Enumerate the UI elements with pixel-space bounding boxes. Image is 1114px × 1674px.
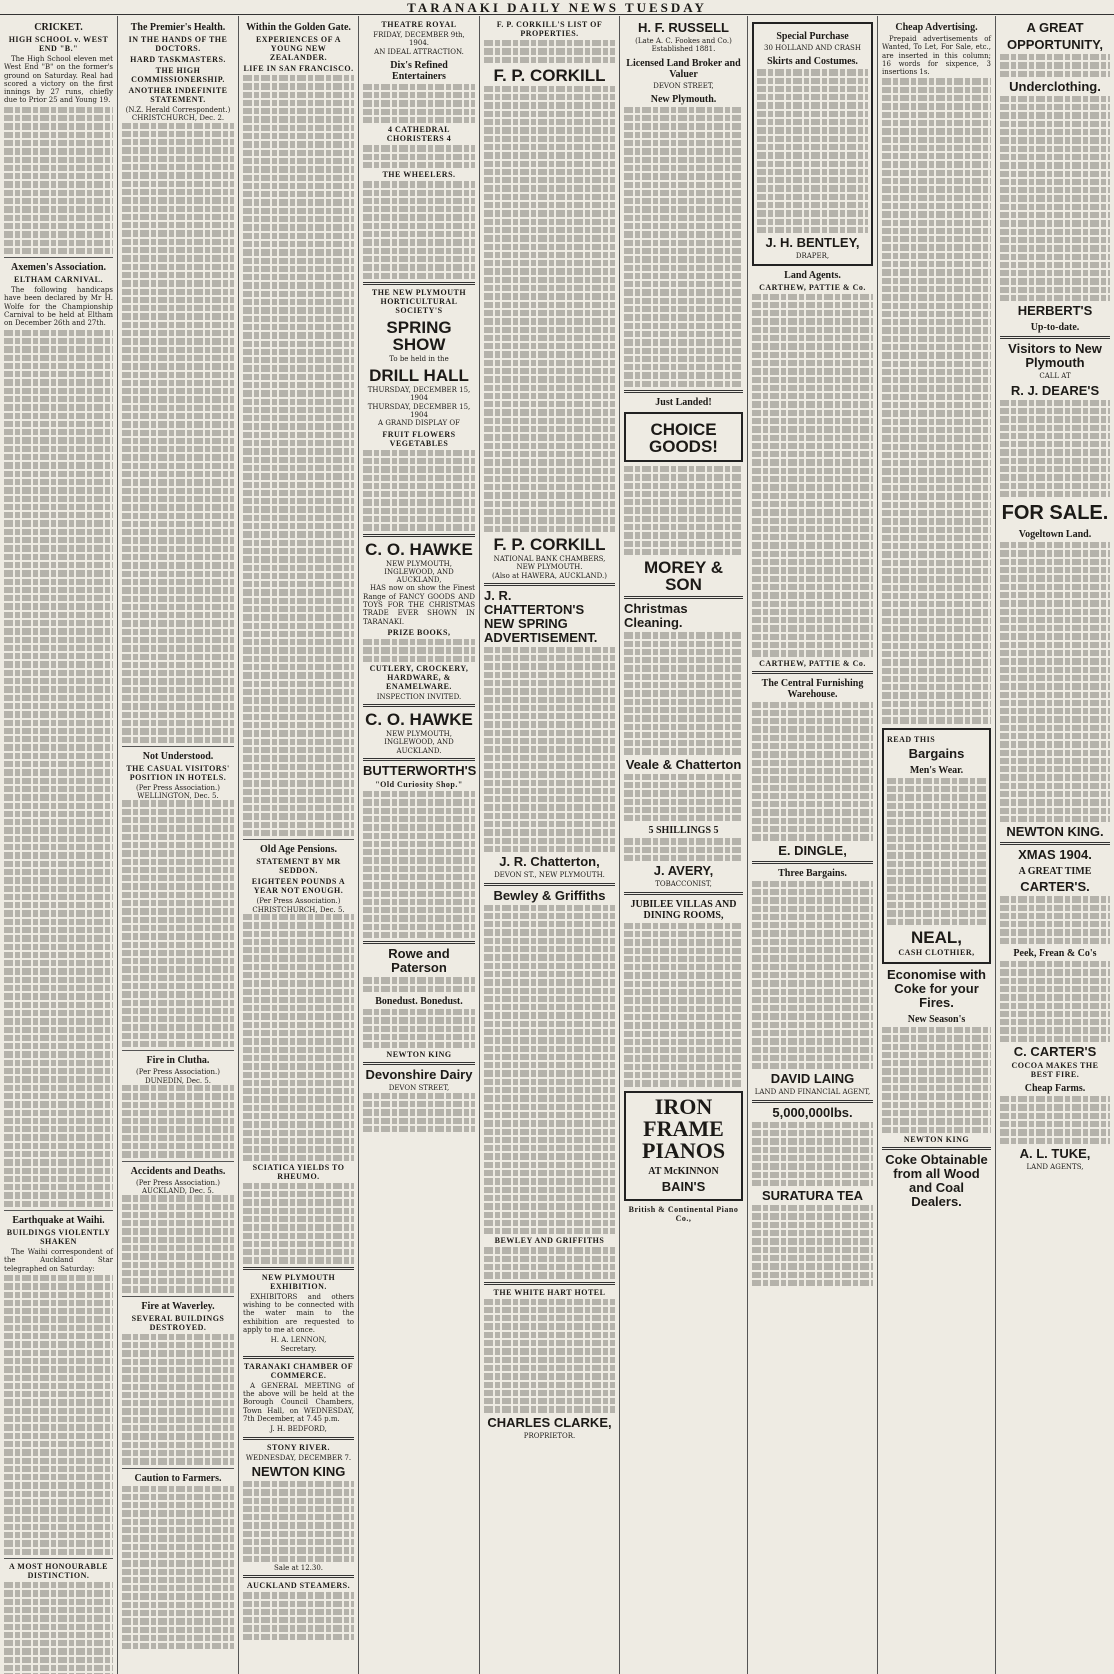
text-block <box>122 123 234 743</box>
show-date: THURSDAY, DECEMBER 15, 1904 <box>367 402 471 420</box>
text-block <box>122 800 234 1047</box>
text-block <box>624 774 743 822</box>
earthquake-heading: Earthquake at Waihi. <box>12 1215 105 1227</box>
corkill-address: NATIONAL BANK CHAMBERS, NEW PLYMOUTH. <box>493 554 606 572</box>
wheelers-line: THE WHEELERS. <box>382 170 456 180</box>
credit-line: (Per Press Association.) <box>256 897 341 906</box>
white-hart-heading: THE WHITE HART HOTEL <box>493 1287 606 1297</box>
jubilee-heading: JUBILEE VILLAS AND DINING ROOMS, <box>630 898 737 921</box>
text-block <box>122 1085 234 1158</box>
visitors-heading: Visitors to New Plymouth <box>1008 341 1102 371</box>
text-block <box>484 1299 615 1413</box>
herberts-heading: HERBERT'S <box>1017 303 1093 319</box>
choristers-line: 4 CATHEDRAL CHORISTERS 4 <box>386 125 452 144</box>
bewley-heading: Bewley & Griffiths <box>493 887 606 903</box>
text-block <box>4 1275 113 1555</box>
cutlery-line: CUTLERY, CROCKERY, HARDWARE, & ENAMELWARE. <box>369 663 469 691</box>
morey-heading: MOREY & SON <box>643 558 724 595</box>
credit-line: (Per Press Association.) <box>136 1178 220 1187</box>
text-block <box>4 330 113 1207</box>
bonedust-heading: Bonedust. Bonedust. <box>375 995 463 1007</box>
avery-trade: TOBACCONIST, <box>655 880 712 889</box>
text-block <box>752 881 873 1070</box>
cocoa-line: COCOA MAKES THE BEST FIRE. <box>1011 1061 1099 1080</box>
earthquake-text: The Waihi correspondent of the Auckland Star telegraphed on Saturday: <box>4 1248 113 1273</box>
carters-heading: CARTER'S. <box>1020 879 1090 895</box>
hawke-text: HAS now on show the Finest Range of FANCY GOODS AND TOYS FOR THE CHRISTMAS TRADE EVER SHOWN IN TARANAKI. <box>363 584 475 626</box>
text-block <box>363 1009 475 1048</box>
text-block <box>122 1486 234 1650</box>
up-to-date: Up-to-date. <box>1030 322 1080 334</box>
tuke-heading: A. L. TUKE, <box>1019 1145 1091 1161</box>
chamber-heading: TARANAKI CHAMBER OF COMMERCE. <box>243 1361 354 1380</box>
spring-show-title: SPRING SHOW <box>386 317 452 354</box>
text-block <box>243 75 354 836</box>
column-2 <box>118 16 239 1674</box>
prize-books: PRIZE BOOKS, <box>387 627 451 637</box>
text-block <box>882 1027 991 1133</box>
text-block <box>752 1122 873 1186</box>
text-block <box>243 1183 354 1264</box>
deare-heading: R. J. DEARE'S <box>1010 382 1100 398</box>
stony-river-heading: STONY RIVER. <box>267 1442 330 1452</box>
text-block <box>624 466 743 555</box>
golden-gate-subheading: LIFE IN SAN FRANCISCO. <box>243 64 354 73</box>
exhibition-text: EXHIBITORS and others wishing to be connected with the water main to the exhibition are requested to apply to me at once. <box>243 1292 354 1334</box>
christmas-cleaning: Christmas Cleaning. <box>624 601 688 631</box>
cricket-text: The High School eleven met West End "B" on the former's ground on Saturday. Real had scored a victory on the first innings by 27 runs, chiefly due to Prior 25 and Young 19. <box>4 55 113 105</box>
dateline: AUCKLAND, Dec. 5. <box>142 1186 214 1195</box>
text-block <box>1000 542 1110 822</box>
licensed-broker: Licensed Land Broker and Valuer <box>626 57 741 80</box>
vogeltown-heading: Vogeltown Land. <box>1018 529 1092 541</box>
show-display: A GRAND DISPLAY OF <box>378 419 460 428</box>
column-3 <box>239 16 359 1674</box>
fire-clutha-heading: Fire in Clutha. <box>146 1055 210 1067</box>
column-1 <box>0 16 118 1674</box>
fire-waverley-heading: Fire at Waverley. <box>141 1300 215 1312</box>
text-block <box>887 778 986 925</box>
special-purchase: Special Purchase <box>776 31 849 42</box>
land-agents-heading: Land Agents. <box>784 269 841 281</box>
hawke-heading-2: C. O. HAWKE <box>365 710 473 730</box>
chamber-text: A GENERAL MEETING of the above will be held at the Borough Council Chambers, Town Hall, on WEDNESDAY, 7th December, at 7.45 p.m. <box>243 1381 354 1424</box>
xmas-heading: XMAS 1904. <box>1018 847 1092 863</box>
avery-heading: J. AVERY, <box>653 863 714 879</box>
theatre-attraction: AN IDEAL ATTRACTION. <box>374 47 464 56</box>
laing-sub: LAND AND FINANCIAL AGENT, <box>754 1088 871 1097</box>
premier-subheading: THE HIGH COMMISSIONERSHIP. <box>131 66 225 84</box>
neal-heading: NEAL, <box>911 927 962 947</box>
central-furnishing: The Central Furnishing Warehouse. <box>761 677 864 700</box>
text-block <box>624 107 743 387</box>
corkill-heading-2: F. P. CORKILL <box>493 534 606 554</box>
text-block <box>757 69 868 233</box>
chatterton-heading: J. R. CHATTERTON'S NEW SPRING ADVERTISEMENT. <box>484 587 598 645</box>
read-this: READ THIS <box>887 734 936 744</box>
fire-waverley-subheading: SEVERAL BUILDINGS DESTROYED. <box>131 1313 225 1332</box>
russell-heading: H. F. RUSSELL <box>637 20 729 35</box>
bains-heading: BAIN'S <box>661 1178 706 1194</box>
text-block <box>484 905 615 1235</box>
russell-sub: (Late A. C. Fookes and Co.) <box>635 37 732 45</box>
carthew-heading: CARTHEW, PATTIE & Co. <box>759 282 866 292</box>
column-6 <box>620 16 748 1674</box>
text-block <box>243 1481 354 1562</box>
bentley-heading: J. H. BENTLEY, <box>765 235 860 251</box>
british-continental: British & Continental Piano Co., <box>628 1204 739 1223</box>
column-7 <box>748 16 878 1674</box>
russell-street: DEVON STREET, <box>653 81 714 90</box>
suratura-tea: SURATURA TEA <box>761 1188 864 1204</box>
corkill-branch: (Also at HAWERA, AUCKLAND.) <box>492 571 607 580</box>
text-block <box>624 923 743 1087</box>
mens-wear-heading: Men's Wear. <box>909 764 964 776</box>
just-landed: Just Landed! <box>655 396 712 408</box>
russell-town: New Plymouth. <box>650 93 717 105</box>
old-age-heading: Old Age Pensions. <box>260 844 337 856</box>
text-block <box>1000 1096 1110 1144</box>
exhibition-heading: NEW PLYMOUTH EXHIBITION. <box>261 1272 336 1291</box>
text-block <box>363 639 475 662</box>
proprietor-title: PROPRIETOR. <box>523 1431 576 1440</box>
premier-subheading: ANOTHER INDEFINITE STATEMENT. <box>128 86 228 104</box>
column-4 <box>359 16 480 1674</box>
devonshire-place: DEVON STREET, <box>388 1084 450 1093</box>
drill-hall-title: DRILL HALL <box>369 366 469 386</box>
corkill-heading: F. P. CORKILL <box>493 65 606 85</box>
chatterton-address: DEVON ST., NEW PLYMOUTH. <box>494 871 605 880</box>
text-block <box>1000 54 1110 77</box>
show-venue-prefix: To be held in the <box>389 354 449 363</box>
show-society: THE NEW PLYMOUTH HORTICULTURAL SOCIETY'S <box>371 287 467 315</box>
column-9 <box>996 16 1114 1674</box>
not-understood-subheading: THE CASUAL VISITORS' POSITION IN HOTELS. <box>126 763 230 782</box>
masthead: TARANAKI DAILY NEWS TUESDAY <box>0 0 1114 15</box>
text-block <box>1000 400 1110 498</box>
underclothing-heading: Underclothing. <box>1009 78 1101 94</box>
text-block <box>624 632 743 754</box>
opportunity-heading: OPPORTUNITY, <box>1006 37 1104 52</box>
golden-gate-subheading: EXPERIENCES OF A YOUNG NEW ZEALANDER. <box>255 35 342 62</box>
dix-heading: Dix's Refined Entertainers <box>390 59 448 82</box>
text-block <box>363 1093 475 1132</box>
steamers-heading: AUCKLAND STEAMERS. <box>246 1581 351 1591</box>
choice-goods: CHOICE GOODS! <box>649 419 718 456</box>
not-understood-heading: Not Understood. <box>142 750 214 762</box>
newton-king-heading: NEWTON KING. <box>1006 824 1104 840</box>
inspection-invited: INSPECTION INVITED. <box>376 692 462 701</box>
cricket-heading: CRICKET. <box>34 22 83 33</box>
butterworth-heading: BUTTERWORTH'S <box>363 763 477 779</box>
show-date: THURSDAY, DECEMBER 15, 1904 <box>367 386 471 403</box>
text-block <box>122 1195 234 1293</box>
text-block <box>752 702 873 841</box>
text-block <box>624 838 743 861</box>
newton-king-line: NEWTON KING <box>903 1134 970 1144</box>
chatterton-signature: J. R. Chatterton, <box>499 854 600 870</box>
text-block <box>363 145 475 168</box>
coke-dealers: Coke Obtainable from all Wood and Coal Dealers. <box>885 1151 988 1209</box>
show-items: FRUIT FLOWERS VEGETABLES <box>382 429 456 448</box>
devonshire-heading: Devonshire Dairy <box>365 1067 473 1083</box>
premier-dateline: CHRISTCHURCH, Dec. 2. <box>131 114 225 123</box>
great-time: A GREAT TIME <box>1018 866 1092 878</box>
text-block <box>363 791 475 938</box>
rowe-heading: Rowe and Paterson <box>388 946 450 976</box>
dingle-heading: E. DINGLE, <box>778 842 847 858</box>
dateline: CHRISTCHURCH, Dec. 5. <box>252 905 345 914</box>
old-age-subheading: EIGHTEEN POUNDS A YEAR NOT ENOUGH. <box>251 877 346 896</box>
cricket-subheading: HIGH SCHOOL v. WEST END "B." <box>8 35 109 53</box>
theatre-heading: THEATRE ROYAL <box>381 20 457 29</box>
accidents-heading: Accidents and Deaths. <box>130 1165 226 1177</box>
distinction-heading: A MOST HONOURABLE DISTINCTION. <box>8 1562 109 1581</box>
veale-heading: Veale & Chatterton <box>625 756 742 772</box>
economise-heading: Economise with Coke for your Fires. <box>887 966 986 1010</box>
hawke-places: NEW PLYMOUTH, INGLEWOOD, AND AUCKLAND, <box>384 559 454 585</box>
credit-line: (Per Press Association.) <box>136 1068 220 1077</box>
chamber-signatory: J. H. BEDFORD, <box>270 1425 327 1434</box>
holland-line: 30 HOLLAND AND CRASH <box>764 44 861 52</box>
newton-king-line: NEWTON KING <box>386 1050 452 1060</box>
shillings-line: 5 SHILLINGS 5 <box>648 825 719 837</box>
text-block <box>363 450 475 531</box>
hawke-heading: C. O. HAWKE <box>365 539 473 559</box>
newton-king-ad: NEWTON KING <box>251 1463 346 1479</box>
cheap-farms: Cheap Farms. <box>1024 1083 1086 1095</box>
text-block <box>484 647 615 852</box>
text-block <box>4 1582 113 1674</box>
neal-sub: CASH CLOTHIER, <box>898 947 975 957</box>
cheap-advertising-sub: Prepaid advertisements of Wanted, To Let, For Sale, etc., are inserted in this column; 16 words for sixpence, 3 insertions 1s. <box>882 35 991 77</box>
tuke-sub: LAND AGENTS, <box>1026 1162 1084 1171</box>
old-age-subheading: STATEMENT BY MR SEDDON. <box>256 857 341 876</box>
text-block <box>363 181 475 279</box>
hawke-places-2: NEW PLYMOUTH, INGLEWOOD, AND AUCKLAND. <box>384 730 454 755</box>
new-seasons-heading: New Season's <box>907 1013 966 1025</box>
bentley-trade: DRAPER, <box>795 252 830 261</box>
cheap-advertising-heading: Cheap Advertising. <box>895 22 978 33</box>
text-block <box>363 977 475 992</box>
russell-established: Established 1881. <box>651 45 716 54</box>
caution-heading: Caution to Farmers. <box>134 1472 222 1484</box>
carter-heading: C. CARTER'S <box>1013 1044 1097 1060</box>
premier-subheading: IN THE HANDS OF THE DOCTORS. <box>128 35 228 53</box>
theatre-date: FRIDAY, DECEMBER 9th, 1904. <box>373 31 465 48</box>
white-hart-proprietor: CHARLES CLARKE, <box>487 1414 612 1430</box>
sciatica-heading: SCIATICA YIELDS TO RHEUMO. <box>252 1162 345 1181</box>
skirts-costumes: Skirts and Costumes. <box>767 56 858 68</box>
credit-line: (Per Press Association.) <box>136 783 220 792</box>
exhibition-signatory: H. A. LENNON, <box>270 1336 327 1345</box>
text-block <box>752 294 873 657</box>
column-8 <box>878 16 996 1674</box>
for-sale-heading: FOR SALE. <box>1001 502 1109 525</box>
exhibition-signatory-title: Secretary. <box>280 1344 317 1353</box>
laing-heading: DAVID LAING <box>770 1071 855 1087</box>
column-5 <box>480 16 620 1674</box>
text-block <box>484 86 615 532</box>
text-block <box>484 40 615 63</box>
stony-river-date: WEDNESDAY, DECEMBER 7. <box>245 1453 352 1462</box>
text-block <box>4 107 113 254</box>
premier-heading: The Premier's Health. <box>130 22 226 33</box>
axemen-subheading: ELTHAM CARNIVAL. <box>14 275 103 285</box>
axemen-text: The following handicaps have been declared by Mr H. Wolfe for the Championship Carnival to be held at Eltham on December 26th and 27th. <box>4 286 113 328</box>
earthquake-subheading: BUILDINGS VIOLENTLY SHAKEN <box>6 1228 111 1247</box>
text-block <box>752 1205 873 1286</box>
great-line: A GREAT <box>1026 20 1084 35</box>
mckinnon-line: AT McKINNON <box>648 1165 719 1177</box>
dateline: DUNEDIN, Dec. 5. <box>144 1076 212 1085</box>
premier-credit: (N.Z. Herald Correspondent.) <box>125 106 231 114</box>
call-at: CALL AT <box>1039 372 1071 381</box>
text-block <box>1000 896 1110 944</box>
curiosity-shop: "Old Curiosity Shop." <box>375 780 463 790</box>
dateline: WELLINGTON, Dec. 5. <box>137 792 219 801</box>
bargains-heading: Bargains <box>908 745 965 761</box>
text-block <box>243 914 354 1161</box>
premier-subheading: HARD TASKMASTERS. <box>130 55 226 64</box>
text-block <box>484 1247 615 1278</box>
text-block <box>1000 961 1110 1042</box>
five-million-lbs: 5,000,000lbs. <box>772 1104 853 1120</box>
iron-frame-pianos: IRON FRAME PIANOS <box>641 1093 726 1163</box>
golden-gate-heading: Within the Golden Gate. <box>246 22 351 33</box>
peek-frean: Peek, Frean & Co's <box>1013 948 1097 960</box>
axemen-heading: Axemen's Association. <box>11 262 106 274</box>
text-block <box>122 1334 234 1465</box>
text-block <box>1000 96 1110 301</box>
three-bargains: Three Bargains. <box>778 867 847 879</box>
text-block <box>243 1592 354 1640</box>
carthew-heading-2: CARTHEW, PATTIE & Co. <box>759 658 866 668</box>
text-block <box>882 78 991 723</box>
sale-time: Sale at 12.30. <box>273 1563 324 1572</box>
text-block <box>363 84 475 123</box>
corkill-list-heading: F. P. CORKILL'S LIST OF PROPERTIES. <box>496 20 603 38</box>
bewley-footer: BEWLEY AND GRIFFITHS <box>494 1236 605 1246</box>
